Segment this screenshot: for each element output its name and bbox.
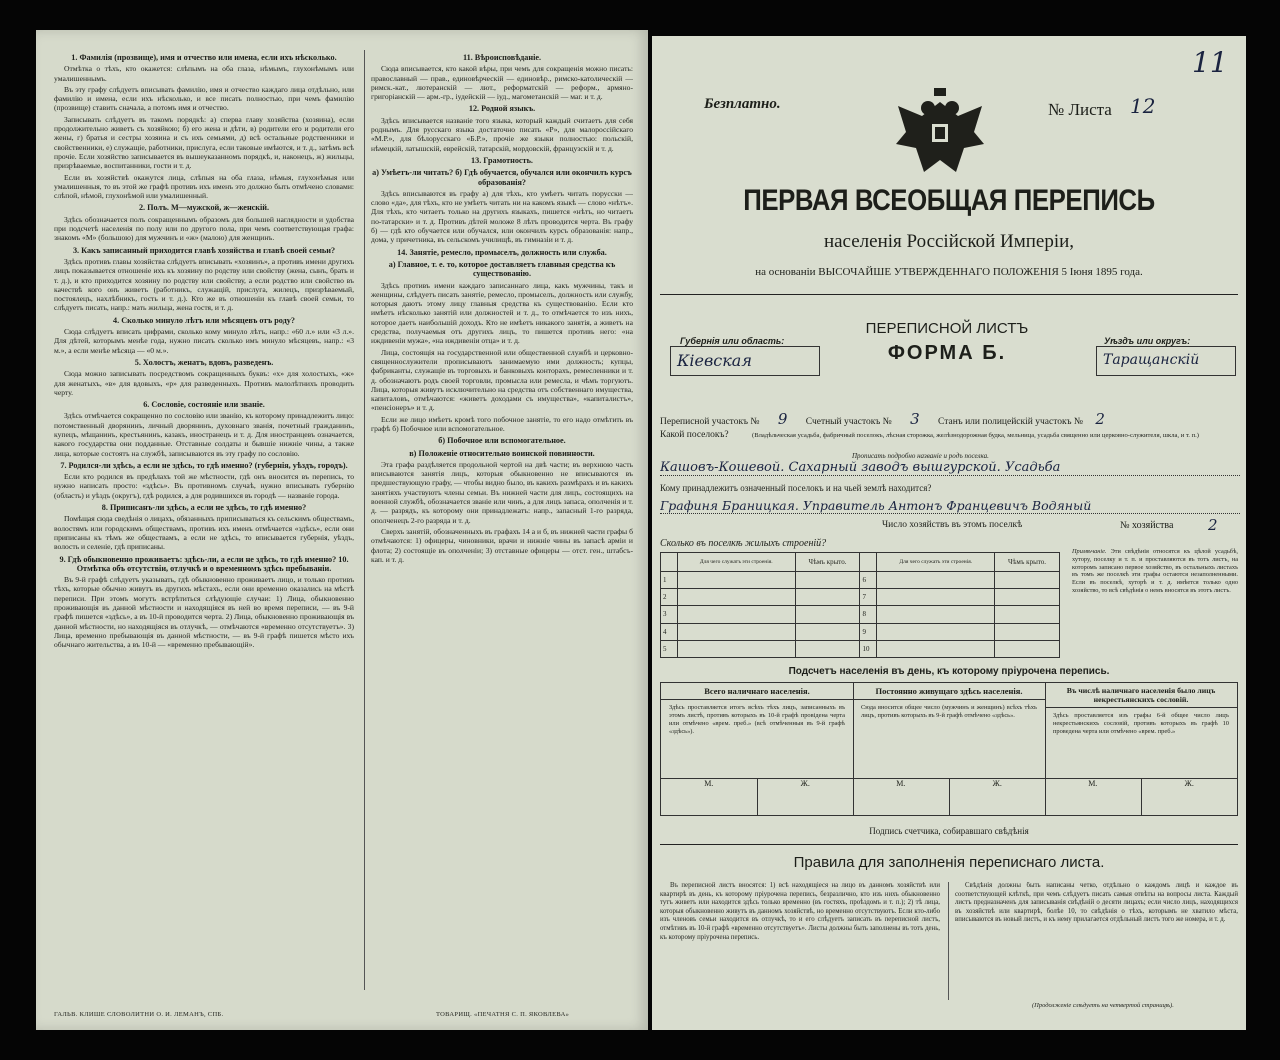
section-paragraph: Здѣсь обозначается полъ сокращеннымъ образомъ для большей наглядности и удобства при подсчетѣ населенія по полу или по другого пола, при чемъ соответствующая графа: знакомъ «М» (большою) для мужчинъ и «ж» (малою) для женщинъ.: [54, 214, 354, 243]
rules-title: Правила для заполненія переписнаго листа.: [793, 854, 1105, 871]
buildings-roof-left: [795, 589, 860, 606]
settlement-label: Какой поселокъ?: [660, 430, 729, 440]
buildings-head-roof-left: Чѣмъ крыто.: [795, 553, 860, 572]
section-paragraph: Здѣсь противъ имени каждаго записаннаго лица, какъ мужчины, такъ и женщины, слѣдуетъ писать занятіе, ремесло, промыселъ, должность или службу, которыя даютъ этому лицу главныя средства къ существованію. Если кто имѣетъ нѣсколько занятій или должностей и т. д., то отмѣчается то изъ нихъ, которое даетъ наибольшій доходъ. Кто не имѣетъ никакого занятія, а живетъ на средства, получаемыя отъ другихъ лицъ, то пишется противъ него: «на иждивеніи мужа», «на иждивеніи отца» и т. д.: [371, 280, 633, 346]
census-title: ПЕРВАЯ ВСЕОБЩАЯ ПЕРЕПИСЬ: [743, 184, 1155, 217]
section-paragraph: Въ эту графу слѣдуетъ вписывать фамилію, имя и отчество каждаго лица отдѣльно, или фамилію и имена, если ихъ нѣсколько, и все писать полностью, при чемъ фамилію (прозвище) ставить сначала, а потомъ имя и отчество.: [54, 84, 354, 113]
count-col-nonpeasant-title: Въ числѣ наличнаго населенія было лицъ некрестьянскихъ сословій.: [1045, 683, 1237, 708]
settlement-value: Кашовъ-Кошевой. Сахарный заводъ вышгурской. Усадьба: [660, 460, 1240, 476]
section-heading: б) Побочное или вспомогательное.: [438, 436, 566, 446]
buildings-roof-right: [995, 640, 1060, 657]
settlement-hint: (Владѣльческая усадьба, фабричный поселокъ, лѣсная сторожка, желѣзнодорожная будка, мельница, усадьба священно или церковно-служителя, шкла, и т. п.): [752, 432, 1199, 439]
buildings-roof-right: [995, 606, 1060, 623]
households-label: Число хозяйствъ въ этомъ поселкѣ: [882, 520, 1023, 530]
buildings-row-number-left: 5: [661, 640, 678, 657]
left-page: [36, 30, 648, 1030]
count-col-permanent-cells: [853, 778, 1045, 815]
buildings-head-purpose-left: Для чего служатъ эти строенія.: [678, 553, 796, 572]
section-heading: 3. Какъ записанный приходится главѣ хозяйства и главѣ своей семьи?: [72, 245, 336, 255]
buildings-row: [661, 571, 1060, 588]
household-number-label: № хозяйства: [1120, 520, 1174, 531]
section-heading: 4. Сколько минуло лѣтъ или мѣсяцевъ отъ роду?: [113, 315, 295, 325]
section-paragraph: Сверхъ занятій, обозначенныхъ въ графахъ 14 а и б, въ нижней части графы б отмѣчаются: 1) офицеры, чиновники, врачи и нижніе чины въ запасѣ арміи и флота; 2) состоящіе въ ополченіи; 3) отставные офицеры — отст. ген., штабсъ-кап. и т. д.: [371, 526, 633, 564]
buildings-roof-left: [795, 640, 860, 657]
section-heading: 13. Грамотность.: [471, 155, 533, 165]
section-heading: 12. Родной языкъ.: [468, 104, 536, 114]
section-paragraph: Сюда вписывается, кто какой вѣры, при чемъ для сокращенія можно писать: православный — прав., единовѣрческій — единовѣр., римско-католическій — римск.-кат., лютеранскій — лют., реформатскій — реформ., армяно-григоріанскій — арм.-гр., іудейскій — іуд., магометанскій — маг. и т. д.: [371, 64, 633, 102]
count-col-permanent: [853, 683, 1046, 815]
census-section-line: [660, 410, 1240, 428]
province-label: Губернія или область:: [680, 336, 785, 346]
section-heading: 2. Полъ. М—мужской, ж—женскій.: [138, 203, 270, 213]
census-section-no: 9: [777, 410, 788, 428]
buildings-row-number-right: 9: [860, 623, 877, 640]
section-paragraph: Здѣсь отмѣчается сокращенно по сословію или званію, къ которому принадлежитъ лицо: потомственный дворянинъ, личный дворянинъ, духовнаго званія, почетный гражданинъ, купецъ, мѣщанинъ, крестьянинъ, казакъ, иностранецъ и т. д. Для иностранцевъ означается, какого государства они подданные. Отставные солдаты и бывшіе нижніе чины, а также лица, которые состоятъ на службѣ, записываются въ эту графу по сословію.: [54, 411, 354, 458]
buildings-purpose-right: [877, 571, 995, 588]
section-paragraph: Сюда слѣдуетъ вписать цифрами, сколько кому минуло лѣтъ, напр.: «60 л.» или «3 л.». Для дѣтей, которымъ менѣе года, нужно писать сколько имъ минуло мѣсяцевъ, напр.: «3 м.», а если менѣе мѣсяца — «0 м.».: [54, 327, 354, 355]
section-paragraph: Сюда можно записывать посредствомъ сокращенныхъ буквъ: «х» для холостыхъ, «ж» для женатыхъ, «в» для вдовыхъ, «р» для разведенныхъ. Противъ малолѣтнихъ проводить черту.: [54, 369, 354, 397]
count-col-nonpeasant-text: Здѣсь проставляется изъ графы 6-й общее число лицъ некрестьянскихъ сословій, противъ которыхъ въ графѣ 10 проведена черта или отмѣчено «врем. преб.»: [1053, 712, 1229, 735]
buildings-head-purpose-right: Для чего служатъ эти строенія.: [877, 553, 995, 572]
census-basis: на основаніи ВЫСОЧАЙШЕ УТВЕРЖДЕННАГО ПОЛОЖЕНІЯ 5 Іюня 1895 года.: [755, 266, 1143, 278]
left-column-1: [54, 50, 354, 990]
form-letter: ФОРМА Б.: [887, 342, 1007, 364]
count-col-nonpeasant: [1045, 683, 1237, 815]
buildings-row-number-left: 2: [661, 589, 678, 606]
district-value: Таращанскій: [1096, 346, 1236, 376]
note-title: Примѣчаніе.: [1072, 548, 1107, 555]
stan-no: 2: [1095, 410, 1105, 428]
buildings-head-roof-right: Чѣмъ крыто.: [995, 553, 1060, 572]
household-number-value: 2: [1208, 516, 1218, 534]
handwritten-page-number: 11: [1192, 46, 1228, 79]
free-label: Безплатно.: [704, 96, 781, 112]
section-paragraph: Здѣсь вписываются въ графу а) для тѣхъ, кто умѣетъ читать порусски — слово «да», для тѣхъ, кто не умѣетъ читать ни на какомъ языкѣ — слово «нѣтъ». Для тѣхъ, кто читаетъ только на другихъ языкахъ, пишется «нѣтъ, но читаетъ по-татарски» и т. д. Противъ дѣтей моложе 8 лѣтъ проводится черта. Въ графу б) — гдѣ кто обучается или обучался, или окончилъ курсъ образованія: напр., дома, у причетника, въ сельскомъ училищѣ, въ гимназіи и т. д.: [371, 188, 633, 245]
buildings-row: [661, 589, 1060, 606]
section-heading: 9. Гдѣ обыкновенно проживаетъ: здѣсь-ли, а если не здѣсь, то гдѣ именно? 10. Отмѣтка объ отсутствіи, отлучкѣ и о временномъ здѣсь пребываніи.: [59, 554, 349, 573]
count-col-total: [661, 683, 854, 815]
permanent-female-cell: Ж.: [992, 779, 1002, 788]
buildings-purpose-left: [678, 571, 796, 588]
imperial-eagle-icon: [892, 84, 988, 180]
buildings-purpose-right: [877, 589, 995, 606]
rules-divider: [660, 844, 1238, 845]
buildings-roof-right: [995, 589, 1060, 606]
section-heading: 11. Вѣроисповѣданіе.: [462, 53, 542, 62]
buildings-row: [661, 623, 1060, 640]
buildings-label: Сколько въ поселкѣ жилыхъ строеній?: [660, 538, 827, 549]
count-table: [660, 682, 1238, 816]
census-section-label: Переписной участокъ №: [660, 417, 760, 427]
total-male-cell: М.: [661, 779, 758, 815]
sheet-number-value: 12: [1130, 94, 1156, 118]
count-section-label: Счетный участокъ №: [805, 417, 892, 427]
buildings-purpose-right: [877, 606, 995, 623]
note-block: [1072, 548, 1238, 595]
section-heading: 8. Приписанъ-ли здѣсь, а если не здѣсь, то гдѣ именно?: [101, 503, 307, 513]
buildings-row-number-right: 10: [860, 640, 877, 657]
section-heading: 1. Фамилія (прозвище), имя и отчество или имена, если ихъ нѣсколько.: [71, 53, 337, 62]
section-paragraph: Здѣсь вписывается названіе того языка, который каждый считаетъ для себя роднымъ. Для русскаго языка достаточно писать «Р», для малороссійскаго «М.Р.», для бѣлорусскаго «Б.Р.», прочіе же языки полностью: польскій, нѣмецкій, латышскій, еврейскій, татарскій, мордовскій, французскій и т. д.: [371, 115, 633, 153]
rules-column-1: Въ переписной листъ вносятся: 1) всѣ находящіеся на лицо въ данномъ хозяйствѣ или квартирѣ въ день, къ которому пріурочена перепись, безразлично, кто изъ нихъ обыкновенно тутъ живетъ или находится здѣсь только временно (въ гостяхъ, проѣздомъ и т. п.); 2) тѣ лица, которыя обыкновенно живутъ въ данномъ хозяйствѣ, но временно отсутствуютъ. Если кто-либо изъ членовъ семьи находится въ отлучкѣ, то и его слѣдуетъ записать въ переписной листъ, отмѣтивъ въ 10-й графѣ «временно отсутствуетъ». Листы должны быть заполнены въ тотъ день, къ которому пріурочена перепись.: [660, 882, 940, 941]
permanent-male-cell: М.: [853, 779, 950, 815]
section-heading: 14. Занятіе, ремесло, промыселъ, должность или служба.: [397, 247, 607, 257]
buildings-purpose-left: [678, 606, 796, 623]
section-heading: 5. Холостъ, женатъ, вдовъ, разведенъ.: [134, 357, 274, 367]
signature-label: Подпись счетчика, собиравшаго свѣдѣнія: [869, 826, 1029, 836]
left-column-2: [364, 50, 633, 990]
nonpeasant-male-cell: М.: [1045, 779, 1142, 815]
count-col-nonpeasant-cells: [1045, 778, 1237, 815]
section-paragraph: Помѣщая сюда сведѣнія о лицахъ, обязанныхъ приписываться къ сельскимъ обществамъ, волостямъ или городскимъ обществамъ, противъ ихъ именъ отмѣчается «здѣсь», если они приписаны къ тѣмъ же обществамъ, а если не здѣсь, то вписывается губернія, уѣздъ, волость и селеніе, гдѣ приписаны.: [54, 514, 354, 552]
continuation-note: (Продолженіе слѣдуетъ на четвертой страницѣ).: [1032, 1002, 1174, 1009]
section-paragraph: Записывать слѣдуетъ въ такомъ порядкѣ: а) сперва главу хозяйства (хозяина), если продолжительно живетъ съ хозяйкою; б) его жена и дѣти, в) родители его и родители его жены, г) братья и сестры хозяина и съ ихъ семьями, д) всѣ остальные родственники и свойственники, е) служащіе, работники, прислуга, если таковые имѣются, и т. д., затѣмъ всѣ прочіе. Если хозяйство записывается въ вышеуказанномъ порядкѣ, и, наконецъ, ж) жильцы, призрѣваемые, воспитанники, гости и т. д.: [54, 114, 354, 171]
buildings-purpose-left: [678, 589, 796, 606]
section-heading: а) Главное, т. е. то, которое доставляетъ главныя средства къ существованію.: [388, 259, 616, 279]
count-col-permanent-title: Постоянно живущаго здѣсь населенія.: [853, 683, 1045, 700]
nonpeasant-female-cell: Ж.: [1184, 779, 1194, 788]
buildings-purpose-right: [877, 640, 995, 657]
section-paragraph: Если въ хозяйствѣ окажутся лица, слѣпыя на оба глаза, нѣмыя, глухонѣмыя или умалишенныя, то въ этой же графѣ противъ ихъ именъ это должно быть отмѣчено словами: слѣпой, нѣмой, глухонѣмой или умалишенный.: [54, 172, 354, 201]
section-heading: 7. Родился-ли здѣсь, а если не здѣсь, то гдѣ именно? (губернія, уѣздъ, городъ).: [60, 460, 348, 470]
census-subtitle: населенія Россійской Имперіи,: [823, 231, 1075, 252]
buildings-row-number-left: 4: [661, 623, 678, 640]
buildings-row-number-right: 7: [860, 589, 877, 606]
buildings-purpose-left: [678, 623, 796, 640]
buildings-roof-right: [995, 571, 1060, 588]
section-heading: в) Положеніе относительно воинской повинности.: [409, 448, 595, 458]
rules-column-2: Свѣдѣнія должны быть написаны четко, отдѣльно о каждомъ лицѣ и каждое въ соответствующей клѣткѣ, при чемъ слѣдуетъ писать самыя отвѣты на вопросы листа. Каждый листъ предназначенъ для записыванія свѣдѣній о десяти лицахъ; если число лицъ, находящихся въ хозяйствѣ или квартирѣ, болѣе 10, то свѣдѣнія о тѣхъ, которымъ не хватило мѣста, вписываются въ новый листъ, и къ нему прилагается отдѣльный листъ того же номера, и т. д.: [948, 882, 1238, 1000]
buildings-row-number-left: 1: [661, 571, 678, 588]
buildings-row-number-right: 8: [860, 606, 877, 623]
buildings-roof-left: [795, 571, 860, 588]
total-female-cell: Ж.: [800, 779, 810, 788]
section-paragraph: Лица, состоящія на государственной или общественной службѣ и церковно-священнослужители прописываютъ занимаемую ими должность; купцы, фабриканты, служащіе въ торговыхъ и банковыхъ конторахъ, ремесленники и т. д. обозначаютъ родъ своей торговли, промысла или ремесла, и чѣмъ торгуютъ. Лица, которыя живутъ исключительно на средства отъ собственнаго имущества, капиталовъ, отмѣчаются: «живетъ доходами съ имущества», «капиталистъ», «пенсіонеръ» и т. д.: [371, 347, 633, 413]
district-label: Уѣздъ или округъ:: [1104, 336, 1191, 346]
buildings-row-number-left: 3: [661, 606, 678, 623]
sheet-number-label: № Листа: [1048, 100, 1112, 119]
section-paragraph: Отмѣтка о тѣхъ, кто окажется: слѣпымъ на оба глаза, нѣмымъ, глухонѣмымъ или умалишеннымъ.: [54, 64, 354, 83]
section-paragraph: Здѣсь противъ главы хозяйства слѣдуетъ вписывать «хозяинъ», а противъ имени другихъ лицъ показывается отношеніе ихъ къ хозяину по родству или свойству (жена, сынъ, брать и т. д.), и кто приходится хозяину по родству или свойству, а если родство или свойство въ качествѣ кого онъ живетъ (работникъ, служащій, прислуга, жилецъ, призрѣваемый, постоялецъ, нахлѣбникъ, гость и т. д.). Кто же въ отношеніи къ главѣ своей семьи, то слѣдуетъ писать, напр.: мать жильца, жена гостя, и т. д.: [54, 256, 354, 313]
owner-label: Кому принадлежитъ означенный поселокъ и на чьей землѣ находится?: [660, 483, 932, 493]
section-heading: 6. Сословіе, состояніе или званіе.: [143, 400, 265, 410]
settlement-hint-2: Прописать подробно названіе и родъ поселка.: [852, 452, 989, 460]
section-paragraph: Если же лицо имѣетъ кромѣ того побочное занятіе, то его надо отмѣтить въ графѣ б) Побочное или вспомогательное.: [371, 414, 633, 433]
count-col-total-title: Всего наличнаго населенія.: [661, 683, 853, 700]
province-value: Кіевская: [670, 346, 820, 376]
left-footer-press: ТОВАРИЩ. «ПЕЧАТНЯ С. П. ЯКОВЛЕВА»: [436, 1011, 570, 1018]
buildings-purpose-right: [877, 623, 995, 640]
right-page: [652, 36, 1246, 1030]
stan-label: Станъ или полицейскій участокъ №: [938, 417, 1083, 427]
count-col-total-cells: [661, 778, 853, 815]
owner-value: Графиня Браницкая. Управитель Антонъ Францевичъ Водяный: [660, 498, 1240, 514]
section-paragraph: Эта графа раздѣляется продольной чертой на двѣ части; въ верхнюю часть вписываются занятія лицъ, которыя обыкновенно не вписываются въ предшествующую графу, — чтобы видно было, въ какихъ размѣрахъ и въ какихъ занятіяхъ участвуютъ члены семьи. Въ нижней части для лицъ, состоящихъ на военной службѣ, обозначается званіе или чинъ, а для лицъ запаса, ополченія и т. д. — разрядъ, къ которому они принадлежатъ: напр., запасный 1-го разряда, ополченецъ 2-го разряда и т. д.: [371, 459, 633, 525]
left-footer-printer: ГАЛЬВ. КЛИШЕ СЛОВОЛИТНИ О. И. ЛЕМАНЪ, СПБ.: [54, 1011, 224, 1018]
count-section-no: 3: [910, 410, 920, 428]
buildings-roof-left: [795, 623, 860, 640]
title-divider: [660, 294, 1238, 295]
buildings-roof-right: [995, 623, 1060, 640]
buildings-table: [660, 552, 1060, 658]
section-paragraph: Если кто родился въ предѣлахъ той же мѣстности, гдѣ онъ вносится въ перепись, то нужно написать просто: «здѣсь». Въ противномъ случаѣ, нужно вписывать губернію (область) и уѣздъ (округъ), гдѣ родился, а для родившихся въ городѣ — названіе города.: [54, 472, 354, 500]
form-title: ПЕРЕПИСНОЙ ЛИСТЪ: [865, 320, 1029, 337]
note-text: Эти свѣдѣнія относятся къ цѣлой усадьбѣ, хутору, поселку и т. п. и проставляются въ тотъ листъ, на которомъ записано первое хозяйство, въ остальныхъ листахъ въ томъ же поселкѣ эти графы остаются незаполненными. Если въ поселкѣ, хуторѣ и т. д. имѣется только одно хозяйство, то всѣ свѣдѣнія о немъ вносятся въ этотъ листъ.: [1072, 548, 1239, 594]
buildings-purpose-left: [678, 640, 796, 657]
buildings-roof-left: [795, 606, 860, 623]
buildings-row-number-right: 6: [860, 571, 877, 588]
section-heading: а) Умѣетъ-ли читать? б) Гдѣ обучается, обучался или окончилъ курсъ образованія?: [372, 168, 632, 187]
section-paragraph: Въ 9-й графѣ слѣдуетъ указывать, гдѣ обыкновенно проживаетъ лицо, и только противъ тѣхъ, которые обычно живутъ въ другихъ мѣстахъ, если они временно оказались на мѣстѣ переписи. При этомъ могутъ встрѣтиться слѣдующіе случаи: 1) Лица, обыкновенно проживающія въ данной мѣстности и находящіяся въ ней во время переписи, — въ 9-й графѣ пишется «здѣсь», а въ 10-й проводится черта. 2) Лица, обыкновенно проживающія въ данной мѣстности, но находящіяся въ отлучкѣ, — отмѣчаются «временно отсутствуетъ». 3) Лица, временно пребывающія въ данной мѣстности, — въ 9-й графѣ пишется мѣсто ихъ обычнаго жительства, а въ 10-й — «временно пребывающій».: [54, 575, 354, 650]
buildings-row: [661, 606, 1060, 623]
count-header: Подсчетъ населенія въ день, къ которому пріурочена перепись.: [788, 666, 1110, 677]
buildings-row: [661, 640, 1060, 657]
count-col-permanent-text: Сюда вносится общее число (мужчинъ и женщинъ) всѣхъ тѣхъ лицъ, противъ которыхъ въ 9-й графѣ отмѣчено «здѣсь».: [861, 704, 1037, 719]
count-col-total-text: Здѣсь проставляется итогъ всѣхъ тѣхъ лицъ, записанныхъ въ этомъ листѣ, противъ которыхъ въ 10-й графѣ провідена черта или отмѣчено «врем. преб.» (всѣ отмѣченныя въ 9-й графѣ «здѣсь»).: [669, 704, 845, 735]
